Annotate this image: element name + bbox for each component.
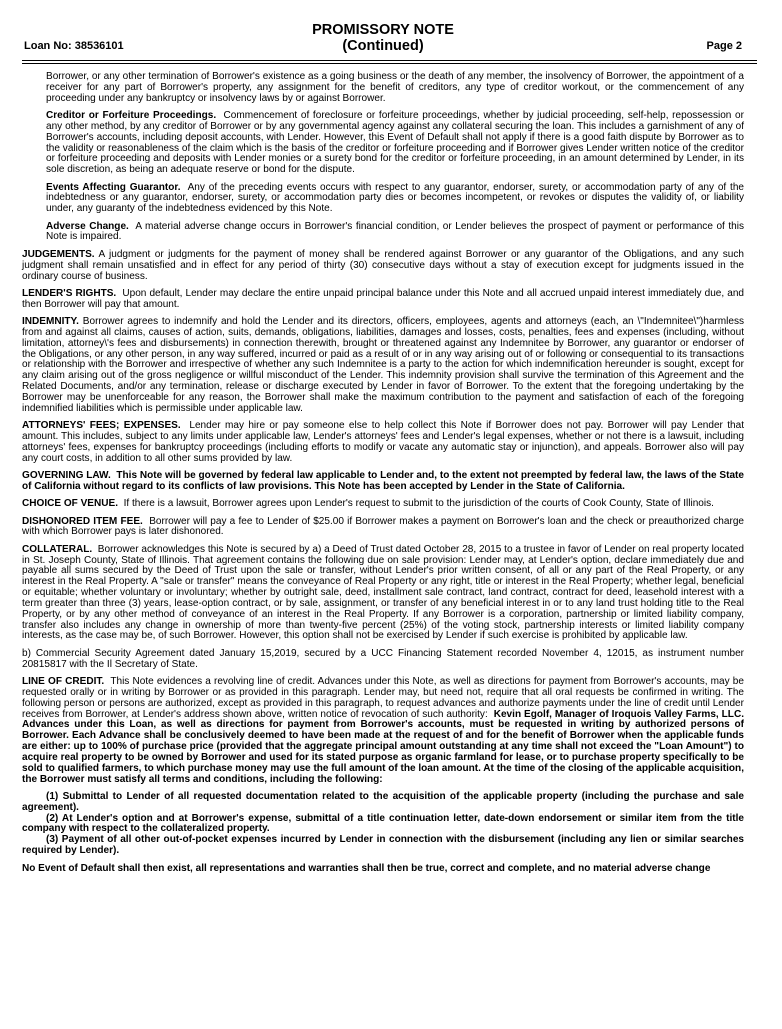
section-heading: LENDER'S RIGHTS. <box>22 287 117 299</box>
section-heading: CHOICE OF VENUE. <box>22 498 119 510</box>
page-header <box>22 0 744 58</box>
condition-item: (2) At Lender's option and at Borrower's expense, submittal of a title continuation letter, date-down endorsement or similar item from the title company with respect to the collateralized property. <box>22 812 744 835</box>
final-paragraph: No Event of Default shall then exist, all representations and warranties shall then be true, correct and complete, and no material adverse change <box>22 862 711 874</box>
governing-law-paragraph <box>22 471 744 493</box>
section-body: A material adverse change occurs in Borrower's financial condition, or Lender believes the prospect of payment or performance of this Note is impaired. <box>46 220 744 243</box>
collateral-paragraph <box>22 545 744 643</box>
section-heading: LINE OF CREDIT. <box>22 676 105 687</box>
commercial-security-paragraph: b) Commercial Security Agreement dated January 15,2019, secured by a UCC Financing Statement recorded November 4, 12015, as instrument number 20815817 with the Il Secretary of State. <box>22 647 744 670</box>
header-rule-bottom <box>22 63 757 64</box>
choice-of-venue-paragraph <box>22 499 744 510</box>
attorneys-fees-paragraph <box>22 421 744 464</box>
document-body <box>22 72 744 881</box>
document-title <box>22 22 744 54</box>
section-body: Borrower agrees to indemnify and hold the Lender and its directors, officers, employees, agents and attorneys (each, an \"Indemnitee\")harmless from and against all claims, causes of action, suits, demands, obligations, liabilities, damages and losses, costs, penalties, fees and expenses (including, without limitation, attorney\'s fees and disbursements) in connection therewith, brought or threatened against any Indemnitee by Borrower, any guarantor or endorser of the Obligations, or any other person, in any way suffered, incurred or paid as a result of or in any way arising out of or following or consequential to its transactions or relationship with the Borrower and irrespective of whether any such Indemnitee is a party to the action for which indemnification hereunder is sought, except for any claim arising out of the gross negligence or willful misconduct of the Lender. This indemnity provision shall survive the termination of this Agreement and the Related Documents, and/or any termination, release or discharge executed by Lender in favor of Borrower. To the extent that the foregoing undertaking by the Borrower may be unenforceable for any reason, the Borrower shall make the maximum contribution to the payment and satisfaction of each of the foregoing indemnified liabilities which is permissible under applicable law. <box>22 316 745 414</box>
events-guarantor-paragraph <box>46 183 744 216</box>
section-body: Lender may hire or pay someone else to help collect this Note if Borrower does not pay. Borrower will pay Lender that amount. This includes, subject to any limits under applicable law, Lender's attorneys' fees and Lender's legal expenses, whether or not there is a lawsuit, including attorneys' fees, expenses for bankruptcy proceedings (including efforts to modify or vacate any automatic stay or injunction), and appeals. Borrower also will pay any court costs, in addition to all other sums provided by law. <box>22 420 744 464</box>
section-body: This Note evidences a revolving line of credit. Advances under this Note, as well as directions for payment from Borrower's accounts, may be requested orally or in writing by Borrower or as provided in this paragraph. Lender may, but need not, require that all oral requests be confirmed in writing. The following person or persons are authorized, except as provided in this paragraph, to request advances and authorize payments under the line of credit until Lender receives from Borrower, at Lender's address shown above, written notice of revocation of such authority: <box>22 676 744 720</box>
continuation-paragraph: Borrower, or any other termination of Borrower's existence as a going business or the death of any member, the insolvency of Borrower, the appointment of a receiver for any part of Borrower's property, any assignment for the benefit of creditors, any type of creditor workout, or the commencement of any proceeding under any bankruptcy or insolvency laws by or against Borrower. <box>46 71 744 104</box>
section-body: Borrower will pay a fee to Lender of $25.00 if Borrower makes a payment on Borrower's loan and the check or preauthorized charge with which Borrower pays is later dishonored. <box>22 515 744 538</box>
section-heading: COLLATERAL. <box>22 543 93 555</box>
document-page <box>22 0 745 874</box>
section-heading: ATTORNEYS' FEES; EXPENSES. <box>22 420 181 432</box>
section-body: A judgment or judgments for the payment of money shall be rendered against Borrower or any guarantor of the Obligations, and any such judgment shall remain unsatisfied and in effect for any period of thirty (30) consecutive days without a stay of execution except for judgments issued in the ordinary course of business. <box>22 248 744 282</box>
title-line-1: PROMISSORY NOTE <box>312 22 454 38</box>
section-body: This Note will be governed by federal law applicable to Lender and, to the extent not preempted by federal law, the laws of the State of California without regard to its conflicts of law provisions. This Note has been accepted by Lender in the State of California. <box>22 470 744 492</box>
section-body: Borrower acknowledges this Note is secured by a) a Deed of Trust dated October 28, 2015 to a trustee in favor of Lender on real property located in St. Joseph County, State of Illinois. That agreement contains the following due on sale provision: Lender may, at Lender's option, declare immediately due and payable all sums secured by the Deed of Trust upon the sale or transfer, without Lender's prior written consent, of all or any part of the Real Property, or any interest in the Real Property. A "sale or transfer" means the conveyance of Real Property or any right, title or interest in the Real Property; whether legal, beneficial or equitable; whether voluntary or involuntary; whether by outright sale, deed, installment sale contract, land contract, contract for deed, leasehold interest with a term greater than three (3) years, lease-option contract, or by sale, assignment, or transfer of any beneficial interest in or to any land trust holding title to the Real Property, or by any other method of conveyance of an interest in the Real Property. If any Borrower is a corporation, partnership or limited liability company, transfer also includes any change in ownership of more than twenty-five percent (25%) of the voting stock, partnership interests or limited liability company interests, as the case may be, of such Borrower. However, this option shall not be exercised by Lender if such exercise is prohibited by applicable law. <box>22 543 744 642</box>
section-heading: JUDGEMENTS. <box>22 248 95 260</box>
section-body: Commencement of foreclosure or forfeiture proceedings, whether by judicial proceeding, self-help, repossession or any other method, by any creditor of Borrower or by any governmental agency against any collateral securing the loan. This includes a garnishment of any of Borrower's accounts, including deposit accounts, with Lender. However, this Event of Default shall not apply if there is a good faith dispute by Borrower as to the validity or reasonableness of the claim which is the basis of the creditor or forfeiture proceeding and if Borrower gives Lender written notice of the creditor or forfeiture proceeding and deposits with Lender monies or a surety bond for the creditor or forfeiture proceeding, in an amount determined by Lender, in its sole discretion, as being an adequate reserve or bond for the dispute. <box>46 110 744 176</box>
adverse-change-paragraph <box>46 222 744 244</box>
title-line-2: (Continued) <box>342 38 424 54</box>
header-rule-top <box>22 60 757 61</box>
section-heading: Creditor or Forfeiture Proceedings. <box>46 110 217 122</box>
section-heading: Events Affecting Guarantor. <box>46 181 181 193</box>
judgements-paragraph <box>22 250 744 283</box>
indemnity-paragraph <box>22 317 744 415</box>
section-heading: Adverse Change. <box>46 220 129 232</box>
section-heading: INDEMNITY. <box>22 316 79 328</box>
lenders-rights-paragraph <box>22 289 744 311</box>
section-body-bold: Kevin Egolf, Manager of Iroquois Valley Farms, LLC. Advances under this Loan, as well as directions for payment from Borrower's accounts, must be requested in writing by authorized persons of Borrower. Each Advance shall be conclusively deemed to have been made at the request of and for the benefit of Borrower when the applicable funds are either: up to 100% of purchase price (provided that the aggregate principal amount outstanding at any time shall not exceed the "Loan Amount") to acquire real property to be owned by Borrower and used for its stated purpose as organic farmland for lease, or to purchase property specifically to be sold to qualified farmers, to which purchase money may use the full amount of the loan amount. At the time of the closing of the applicable acquisition, the Borrower must satisfy all terms and conditions, including the following: <box>22 708 744 785</box>
conditions-list <box>22 792 744 857</box>
condition-item: (3) Payment of all other out-of-pocket expenses incurred by Lender in connection with the disbursement (including any lien or similar searches required by Lender). <box>22 834 744 857</box>
section-body: If there is a lawsuit, Borrower agrees upon Lender's request to submit to the jurisdiction of the courts of Cook County, State of Illinois. <box>123 498 714 510</box>
creditor-forfeiture-paragraph <box>46 111 744 176</box>
loan-number: Loan No: 38536101 <box>24 40 124 52</box>
condition-item: (1) Submittal to Lender of all requested documentation related to the acquisition of the applicable property (including the purchase and sale agreement). <box>22 790 744 813</box>
section-body: Any of the preceding events occurs with respect to any guarantor, endorser, surety, or accommodation party of any of the indebtedness or any guarantor, endorser, surety, or accommodation party dies or becomes incompetent, or revokes or disputes the validity of, or liability under, any guaranty of the indebtedness evidenced by this Note. <box>46 181 745 215</box>
page-number: Page 2 <box>706 40 742 52</box>
dishonored-item-fee-paragraph <box>22 517 744 539</box>
section-body: Upon default, Lender may declare the entire unpaid principal balance under this Note and all accrued unpaid interest immediately due, and then Borrower will pay that amount. <box>22 287 744 310</box>
line-of-credit-paragraph <box>22 677 744 785</box>
section-heading: DISHONORED ITEM FEE. <box>22 515 143 527</box>
section-heading: GOVERNING LAW. <box>22 470 111 481</box>
